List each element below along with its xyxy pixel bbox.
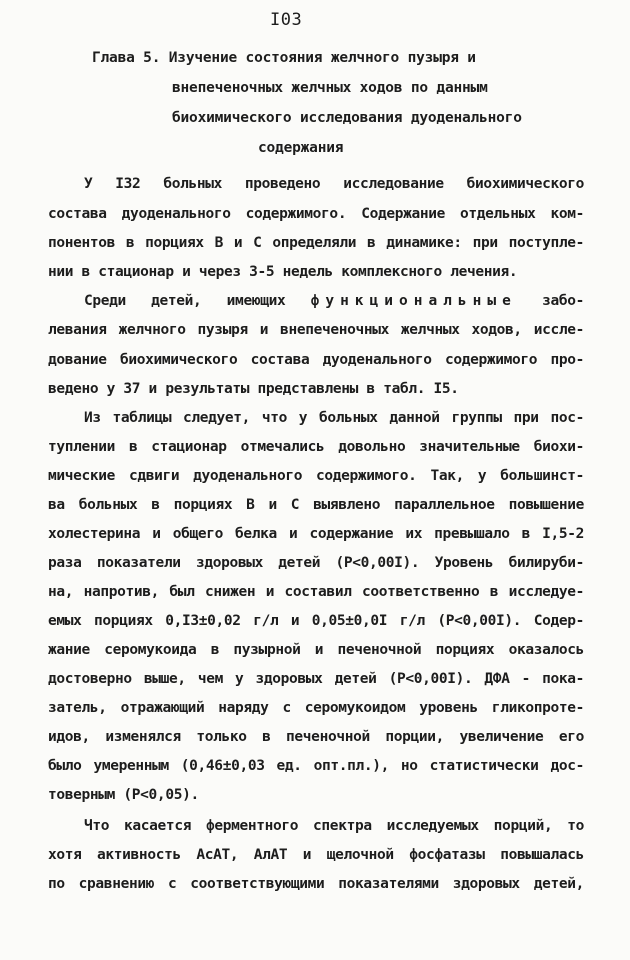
heading-line: содержания bbox=[258, 140, 344, 156]
text-line: левания желчного пузыря и внепеченочных желчных ходов, иссле- bbox=[48, 322, 584, 338]
text-line: раза показатели здоровых детей (Р<0,00I). Уровень билируби- bbox=[48, 555, 584, 571]
text-fragment: Среди детей, имеющих bbox=[84, 293, 286, 309]
text-line: нии в стационар и через 3-5 недель комплексного лечения. bbox=[48, 264, 518, 280]
text-line: товерным (Р<0,05). bbox=[48, 787, 199, 803]
page-number: I03 bbox=[270, 10, 303, 30]
text-line: идов, изменялся только в печеночной порции, увеличение его bbox=[48, 729, 584, 745]
heading-line: биохимического исследования дуоденального bbox=[172, 110, 522, 126]
text-line: хотя активность АсАТ, АлАТ и щелочной фосфатазы повышалась bbox=[48, 847, 584, 863]
text-line: достоверно выше, чем у здоровых детей (Р<0,00I). ДФА - пока- bbox=[48, 671, 584, 687]
text-line: емых порциях 0,I3±0,02 г/л и 0,05±0,0I г/л (Р<0,00I). Содер- bbox=[48, 613, 584, 629]
text-line: дование биохимического состава дуоденального содержимого про- bbox=[48, 352, 584, 368]
text-line: Что касается ферментного спектра исследуемых порций, то bbox=[84, 818, 584, 834]
text-line: туплении в стационар отмечались довольно значительные биохи- bbox=[48, 439, 584, 455]
text-fragment: забо- bbox=[542, 293, 584, 309]
text-line: Из таблицы следует, что у больных данной группы при пос- bbox=[84, 410, 584, 426]
heading-line: внепеченочных желчных ходов по данным bbox=[172, 80, 488, 96]
text-line: ведено у 37 и результаты представлены в табл. I5. bbox=[48, 381, 459, 397]
text-line bbox=[84, 293, 584, 309]
text-line: холестерина и общего белка и содержание их превышало в I,5-2 bbox=[48, 526, 584, 542]
text-line: состава дуоденального содержимого. Содержание отдельных ком- bbox=[48, 206, 584, 222]
text-line: У I32 больных проведено исследование биохимического bbox=[84, 176, 584, 192]
text-line: по сравнению с соответствующими показателями здоровых детей, bbox=[48, 876, 584, 892]
text-line: жание серомукоида в пузырной и печеночной порциях оказалось bbox=[48, 642, 584, 658]
spaced-emphasis: функциональные bbox=[310, 293, 517, 309]
text-line: мические сдвиги дуоденального содержимого. Так, у большинст- bbox=[48, 468, 584, 484]
text-line: было умеренным (0,46±0,03 ед. опт.пл.), но статистически дос- bbox=[48, 758, 584, 774]
heading-line: Глава 5. Изучение состояния желчного пузыря и bbox=[92, 50, 476, 66]
text-line: понентов в порциях В и С определяли в динамике: при поступле- bbox=[48, 235, 584, 251]
text-line: ва больных в порциях В и С выявлено параллельное повышение bbox=[48, 497, 584, 513]
text-line: затель, отражающий наряду с серомукоидом уровень гликопроте- bbox=[48, 700, 584, 716]
text-line: на, напротив, был снижен и составил соответственно в исследуе- bbox=[48, 584, 584, 600]
